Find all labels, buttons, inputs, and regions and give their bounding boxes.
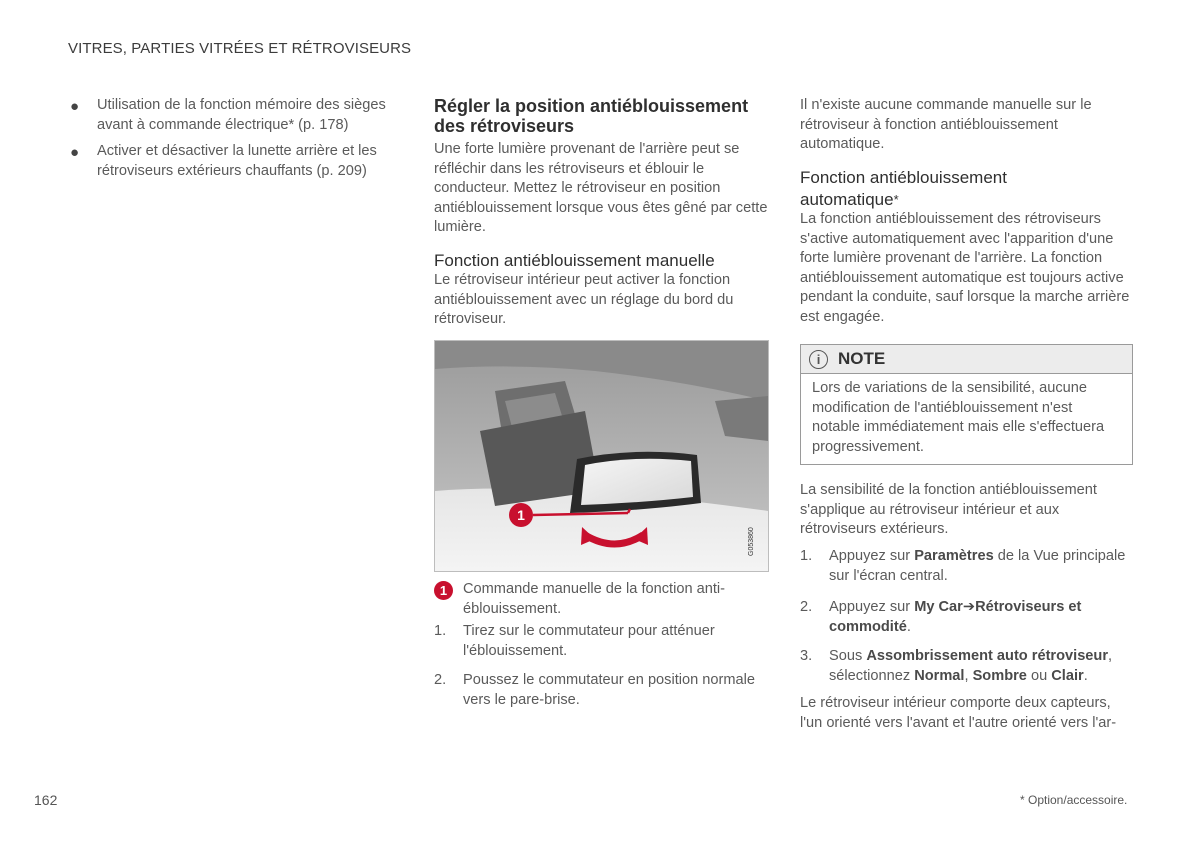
callout-legend [434,580,769,619]
list-item-text: Activer et désactiver la lunette arrière et les rétroviseurs extérieurs chauffants (p. 209) [97,143,377,179]
settings-steps [800,547,1132,694]
ui-term: My Car [914,599,963,615]
step-number: 3. [800,648,813,664]
ui-term: Clair [1051,667,1084,684]
auto-paragraph: La fonction antiéblouissement des rétroviseurs s'active automatiquement avec l'apparition d'une forte lumière provenant de l'arrière. La fonction antiéblouissement automatique est toujours active pendant la conduite, sauf lorsque la marche arrière est engagée. [800,211,1130,325]
manual-paragraph: Le rétroviseur intérieur peut activer la fonction antiéblouissement avec un réglage du bord du rétroviseur. [434,272,734,327]
option-star: * [893,192,899,207]
bullet-icon: ● [70,144,80,161]
ui-term: Rétroviseurs et commodité [829,599,1082,635]
step-text: Sous Assombrissement auto rétroviseur, sélectionnez Normal, Sombre ou Clair. [829,648,1113,684]
subheading-auto [800,167,1060,211]
step-text: Tirez sur le commutateur pour atténuer l'éblouissement. [463,623,715,659]
list-item [434,671,769,710]
ui-term: Normal [914,667,965,684]
note-title: NOTE [838,349,886,368]
list-item[interactable] [68,96,408,135]
step-number: 2. [434,672,447,688]
list-item [434,622,769,661]
image-code: G053860 [748,527,755,556]
note-box [800,344,1133,465]
callout-text: Commande manuelle de la fonction anti-éblouissement. [463,581,726,617]
info-icon: i [809,350,828,369]
auto-intro-paragraph: Il n'existe aucune commande manuelle sur le rétroviseur à fonction antiéblouissement automatique. [800,97,1092,152]
manual-steps [434,622,769,718]
step-text: Appuyez sur Paramètres de la Vue principale sur l'écran central. [829,548,1126,584]
page-header: VITRES, PARTIES VITRÉES ET RÉTROVISEURS [68,40,412,57]
ui-term: Assombrissement auto rétroviseur [866,648,1109,664]
list-item [800,647,1132,686]
list-item [800,547,1132,586]
sensitivity-paragraph: La sensibilité de la fonction antiéblouissement s'applique au rétroviseur intérieur et aux rétroviseurs extérieurs. [800,482,1097,537]
step-number: 2. [800,599,813,615]
subheading-auto-text: Fonction antiéblouissement automatique [800,168,1007,209]
callout-number-badge: 1 [434,581,453,600]
callout-marker-number: 1 [517,507,525,523]
step-number: 1. [800,548,813,564]
step-number: 1. [434,623,447,639]
section-heading: Régler la position antiéblouissement des rétroviseurs [434,96,749,136]
list-item[interactable] [68,142,408,181]
step-text: Poussez le commutateur en position normale vers le pare-brise. [463,672,756,708]
closing-paragraph: Le rétroviseur intérieur comporte deux capteurs, l'un orienté vers l'avant et l'autre orienté vers l'ar- [800,695,1117,731]
list-item [800,598,1132,637]
intro-paragraph: Une forte lumière provenant de l'arrière peut se réfléchir dans les rétroviseurs et éblouir le conducteur. Mettez le rétroviseur en position antiéblouissement lorsque vous êtes gêné par cette lumière. [434,141,768,235]
mirror-illustration [434,340,769,572]
page-number: 162 [34,792,58,808]
bullet-icon: ● [70,98,80,115]
list-item-text: Utilisation de la fonction mémoire des sièges avant à commande électrique* (p. 178) [97,97,386,133]
note-text: Lors de variations de la sensibilité, aucune modification de l'antiéblouissement n'est notable immédiatement mais elle s'effectuera progressivement. [812,380,1105,455]
ui-term: Sombre [972,667,1027,684]
subheading-manual: Fonction antiéblouissement manuelle [434,251,715,270]
arrow-icon: ➔ [962,599,976,615]
step-text: Appuyez sur My Car➔Rétroviseurs et commodité. [829,599,1082,635]
ui-term: Paramètres [914,548,994,564]
note-header [801,345,1132,374]
mirror-drawing [435,341,768,571]
related-links-list [68,96,408,188]
footnote: * Option/accessoire. [1020,793,1128,807]
